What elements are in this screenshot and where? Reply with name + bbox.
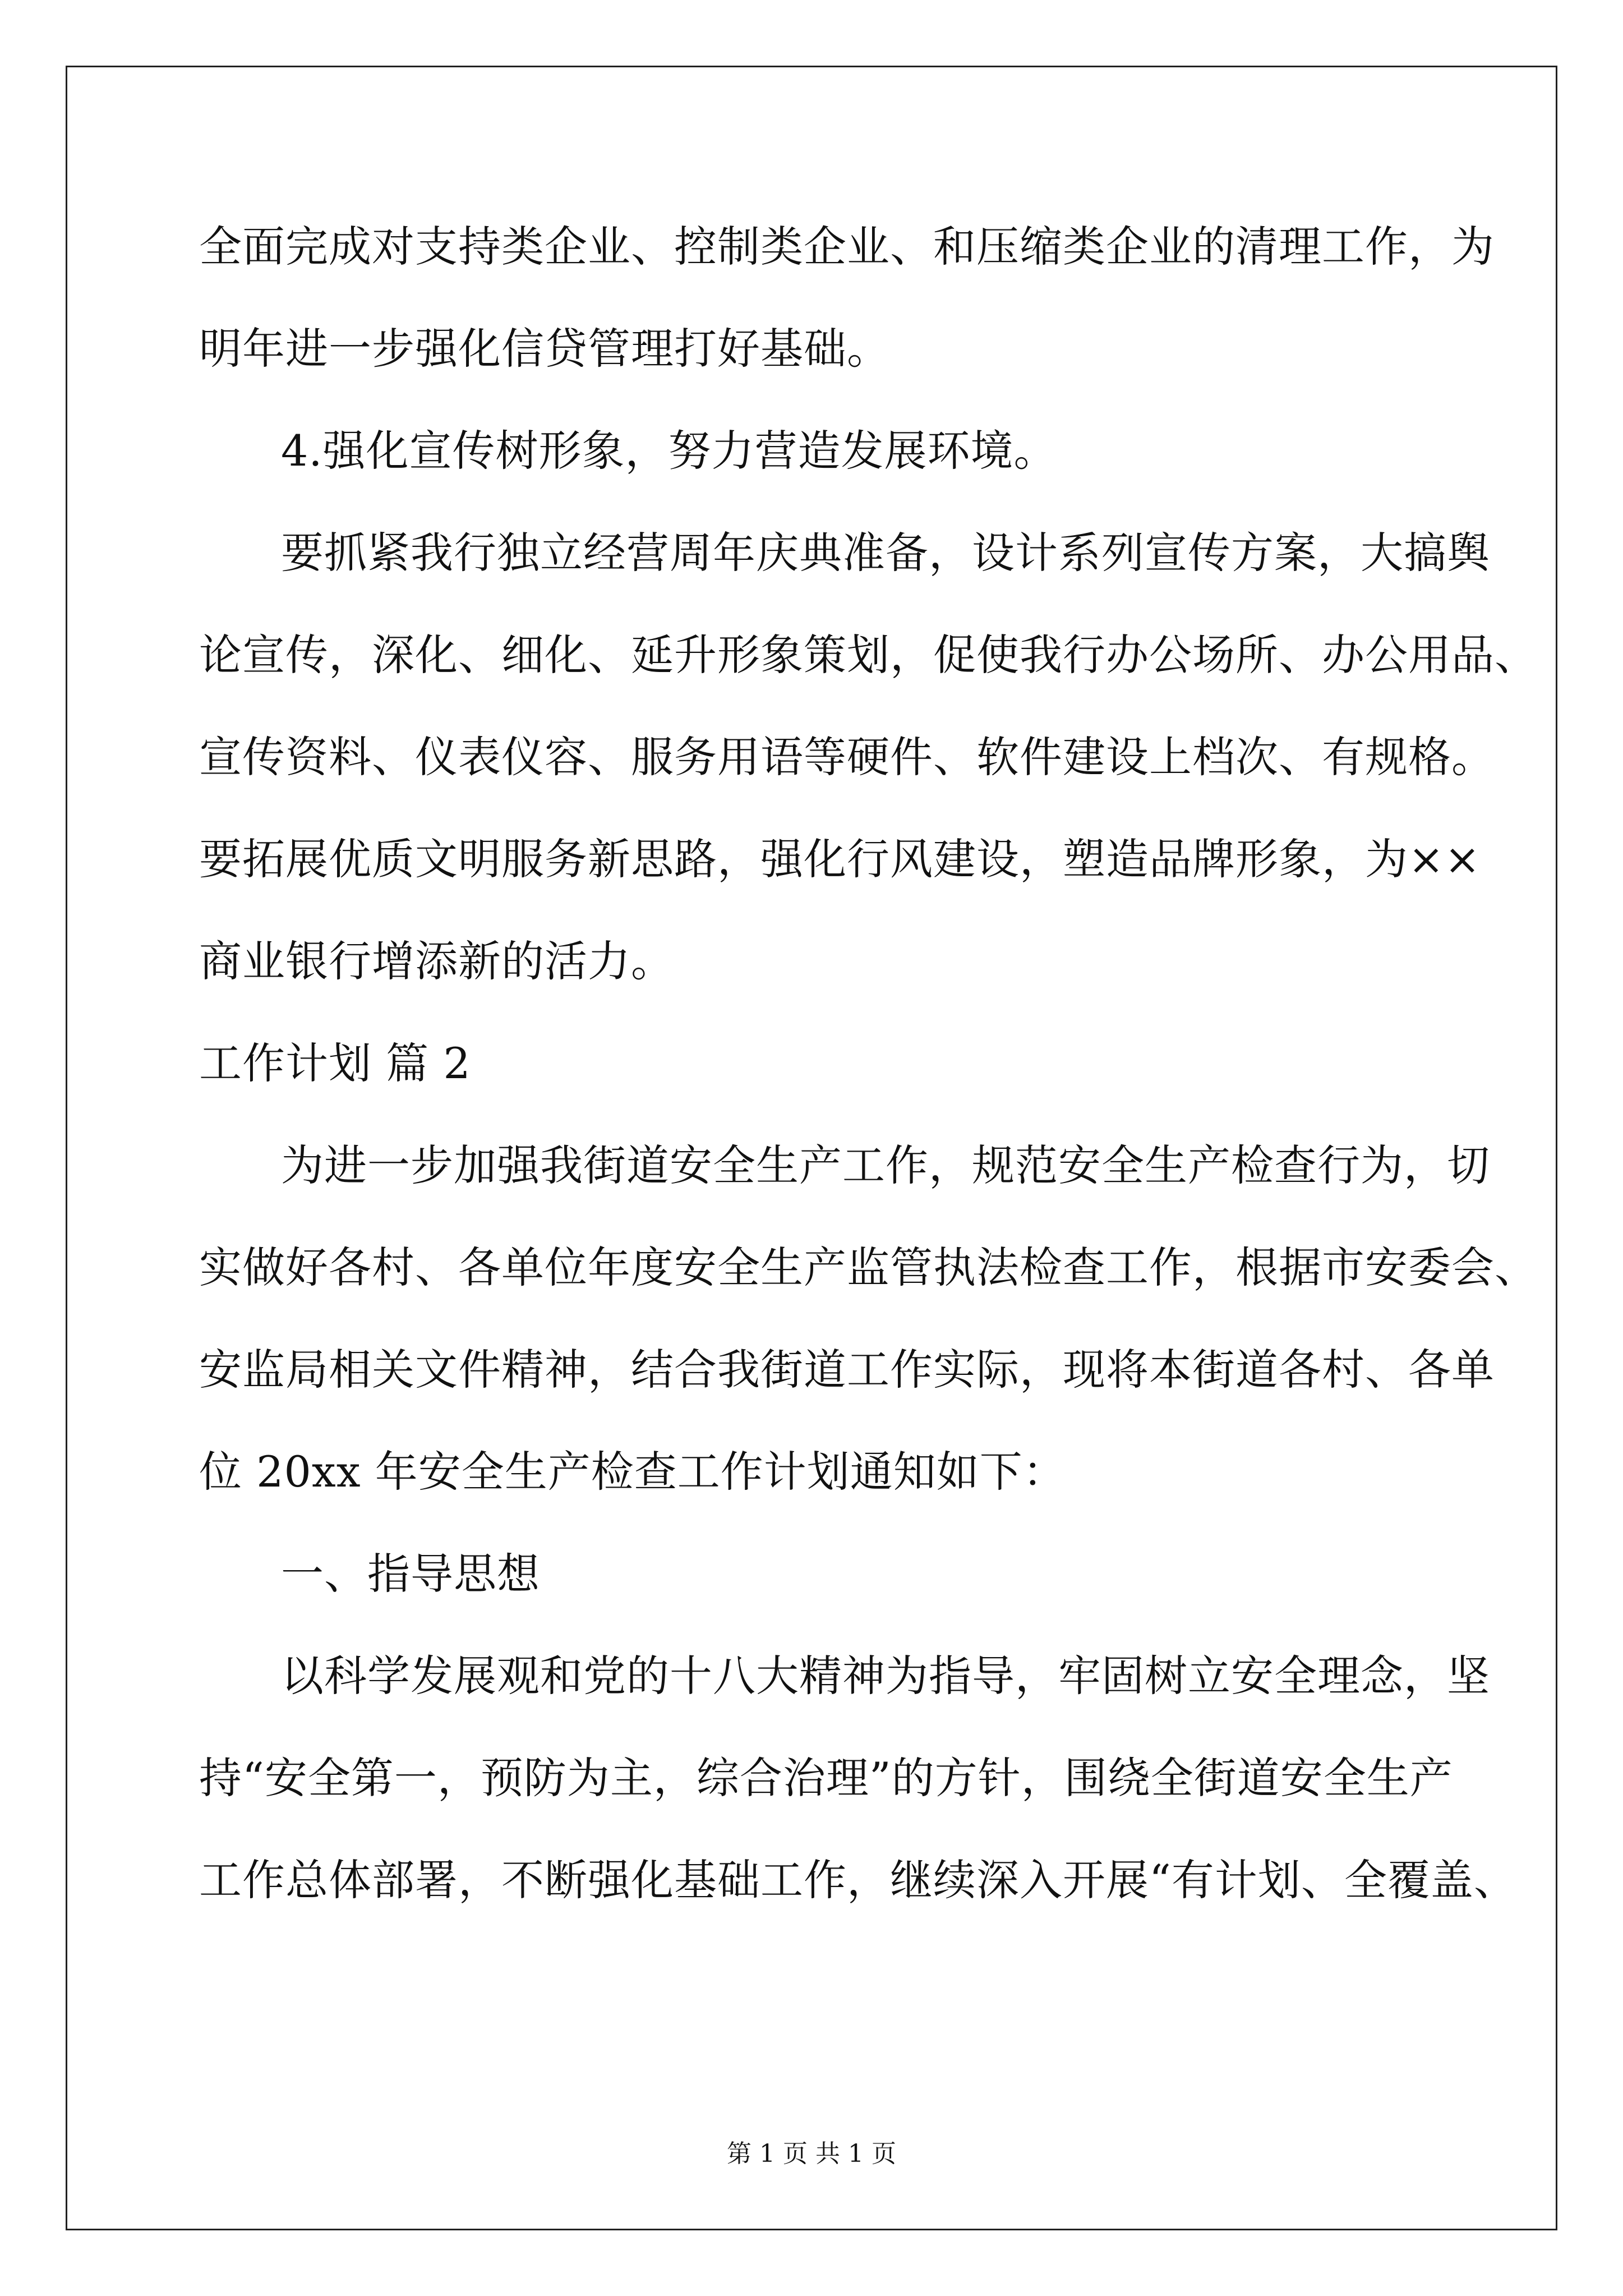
- text-line: 4.强化宣传树形象，努力营造发展环境。: [281, 426, 1057, 476]
- text-line: 位 20xx 年安全生产检查工作计划通知如下：: [199, 1447, 1066, 1497]
- text-line: 实做好各村、各单位年度安全生产监管执法检查工作，根据市安委会、: [199, 1243, 1538, 1292]
- text-line: 论宣传，深化、细化、延升形象策划，促使我行办公场所、办公用品、: [199, 630, 1538, 680]
- text-line: 以科学发展观和党的十八大精神为指导，牢固树立安全理念，坚: [281, 1651, 1490, 1701]
- text-line: 要拓展优质文明服务新思路，强化行风建设，塑造品牌形象，为××: [199, 834, 1481, 884]
- text-line: 商业银行增添新的活力。: [199, 936, 674, 986]
- text-line: 安监局相关文件精神，结合我街道工作实际，现将本街道各村、各单: [199, 1345, 1495, 1395]
- page-footer: 第 1 页 共 1 页: [727, 2139, 896, 2168]
- text-line: 明年进一步强化信贷管理打好基础。: [199, 324, 890, 374]
- text-line: 要抓紧我行独立经营周年庆典准备，设计系列宣传方案，大搞舆: [281, 528, 1490, 578]
- section-heading: 工作计划 篇 2: [199, 1038, 471, 1088]
- text-line: 持“安全第一，预防为主，综合治理”的方针，围绕全街道安全生产: [199, 1753, 1453, 1803]
- subheading: 一、指导思想: [281, 1549, 540, 1599]
- text-line: 为进一步加强我街道安全生产工作，规范安全生产检查行为，切: [281, 1140, 1490, 1190]
- text-line: 工作总体部署，不断强化基础工作，继续深入开展“有计划、全覆盖、: [199, 1855, 1517, 1905]
- text-line: 宣传资料、仪表仪容、服务用语等硬件、软件建设上档次、有规格。: [199, 732, 1495, 782]
- text-line: 全面完成对支持类企业、控制类企业、和压缩类企业的清理工作，为: [199, 222, 1495, 272]
